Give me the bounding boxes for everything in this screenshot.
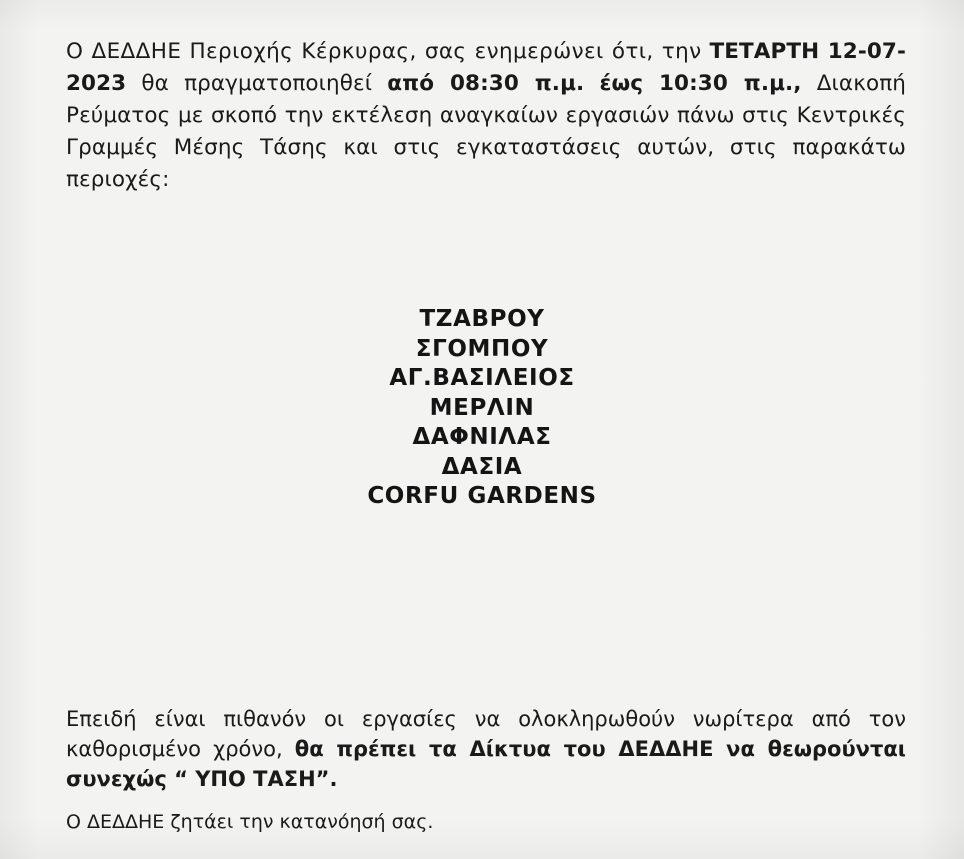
outage-date: ΤΕΤΑΡΤΗ 12-07-2023 (66, 38, 906, 96)
outage-time-from: από 08:30 π.μ. (387, 70, 585, 96)
area-item: ΑΓ.ΒΑΣΙΛΕΙΟΣ (389, 365, 575, 391)
intro-segment-2: θα πραγματοποιηθεί (141, 70, 373, 96)
final-note: Ο ΔΕΔΔΗΕ ζητάει την κατανόησή σας. (66, 811, 434, 833)
closing-paragraph (66, 704, 906, 794)
area-item: ΣΓΟΜΠΟΥ (415, 335, 549, 362)
area-item: ΔΑΦΝΙΛΑΣ (412, 424, 552, 450)
announcement-intro-paragraph (66, 36, 906, 196)
area-item: ΤΖΑΒΡΟΥ (419, 306, 545, 332)
intro-segment-1: Ο ΔΕΔΔΗΕ Περιοχής Κέρκυρας, σας ενημερώνει ότι, την (66, 38, 702, 64)
area-item: CORFU GARDENS (367, 483, 597, 509)
closing-warning: θα πρέπει τα Δίκτυα του ΔΕΔΔΗΕ να θεωρούνται συνεχώς “ ΥΠΟ ΤΑΣΗ”. (66, 737, 906, 791)
closing-segment-1: Επειδή είναι πιθανόν οι εργασίες να ολοκληρωθούν νωρίτερα από τον καθορισμένο χρόνο, (66, 707, 906, 761)
affected-areas-list (0, 305, 964, 512)
area-item: ΔΑΣΙΑ (441, 453, 523, 480)
outage-time-to: έως 10:30 π.μ., (599, 70, 802, 96)
intro-segment-3: Διακοπή Ρεύματος με σκοπό την εκτέλεση αναγκαίων εργασιών πάνω στις Κεντρικές Γραμμές Μέσης Τάσης και στις εγκαταστάσεις αυτών, στις παρακάτω περιοχές: (66, 70, 906, 192)
area-item: ΜΕΡΛΙΝ (429, 394, 535, 421)
